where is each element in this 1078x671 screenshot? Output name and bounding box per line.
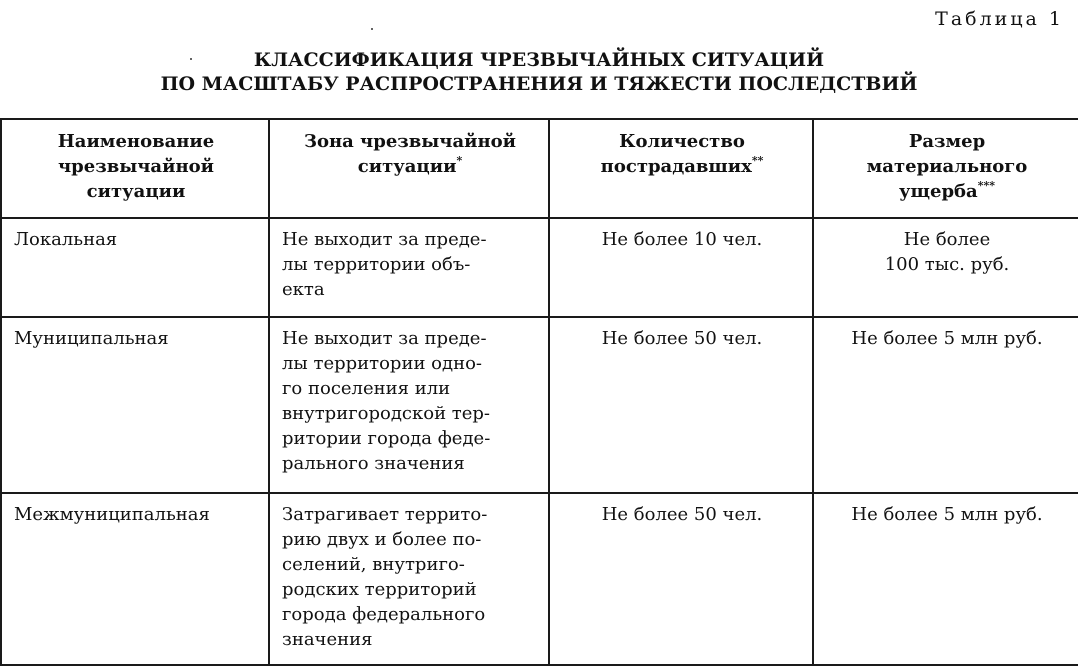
header-damage-line: материального — [866, 156, 1028, 177]
cell-victims — [549, 493, 813, 665]
cell-line: Не более 5 млн руб. — [851, 504, 1043, 525]
cell-line: значения — [282, 629, 373, 650]
cell-line: 100 тыс. руб. — [884, 254, 1010, 275]
cell-situation-name — [1, 493, 269, 665]
cell-line: го поселения или — [282, 378, 451, 399]
cell-situation-name — [1, 317, 269, 493]
classification-table — [0, 118, 1078, 666]
cell-line: лы территории объ- — [282, 254, 471, 275]
cell-line: Затрагивает террито- — [282, 504, 488, 525]
cell-line: Не более 10 чел. — [601, 229, 763, 250]
cell-line: рию двух и более по- — [282, 529, 482, 550]
cell-victims — [549, 317, 813, 493]
cell-line: лы территории одно- — [282, 353, 483, 374]
header-count — [549, 119, 813, 218]
table-row — [1, 317, 1078, 493]
title-line-1: КЛАССИФИКАЦИЯ ЧРЕЗВЫЧАЙНЫХ СИТУАЦИЙ — [253, 49, 825, 71]
cell-line: екта — [282, 279, 325, 300]
cell-situation-name — [1, 218, 269, 317]
cell-damage — [813, 317, 1078, 493]
header-name-line: ситуации — [86, 181, 186, 202]
header-row — [1, 119, 1078, 218]
header-zone — [269, 119, 549, 218]
scan-speck — [371, 28, 373, 30]
footnote-mark: ** — [751, 154, 764, 167]
header-count-line — [562, 154, 802, 179]
cell-damage — [813, 218, 1078, 317]
cell-line: рального значения — [282, 453, 465, 474]
cell-line: города федерального — [282, 604, 486, 625]
cell-victims — [549, 218, 813, 317]
table-title — [0, 48, 1078, 96]
cell-line: родских территорий — [282, 579, 477, 600]
cell-line: Локальная — [14, 229, 118, 250]
header-name-line: Наименование — [57, 131, 215, 152]
table-row — [1, 493, 1078, 665]
cell-line: ритории города феде- — [282, 428, 491, 449]
header-name — [1, 119, 269, 218]
cell-line: Не выходит за преде- — [282, 229, 487, 250]
cell-zone — [269, 317, 549, 493]
cell-line: Не более — [903, 229, 991, 250]
header-name-line: чрезвычайной — [58, 156, 214, 177]
footnote-mark: *** — [977, 179, 995, 192]
header-count-line: Количество — [619, 131, 745, 152]
cell-line: Не более 50 чел. — [601, 504, 763, 525]
cell-line: внутригородской тер- — [282, 403, 491, 424]
cell-line: селений, внутриго- — [282, 554, 465, 575]
header-damage-text: ущерба — [899, 181, 978, 202]
header-zone-line: Зона чрезвычайной — [303, 131, 517, 152]
cell-damage — [813, 493, 1078, 665]
cell-zone — [269, 218, 549, 317]
title-line-2: ПО МАСШТАБУ РАСПРОСТРАНЕНИЯ И ТЯЖЕСТИ ПОСЛЕДСТВИЙ — [160, 73, 918, 95]
header-damage-line: Размер — [908, 131, 986, 152]
cell-zone — [269, 493, 549, 665]
cell-line: Не более 5 млн руб. — [851, 328, 1043, 349]
cell-line: Не выходит за преде- — [282, 328, 487, 349]
header-damage-line — [826, 179, 1068, 204]
table-row — [1, 218, 1078, 317]
table-number-label: Таблица 1 — [935, 8, 1064, 30]
cell-line: Не более 50 чел. — [601, 328, 763, 349]
footnote-mark: * — [456, 154, 463, 167]
header-damage — [813, 119, 1078, 218]
header-count-text: пострадавших — [600, 156, 752, 177]
cell-line: Межмуниципальная — [14, 504, 210, 525]
header-zone-text: ситуации — [357, 156, 457, 177]
header-zone-line — [282, 154, 538, 179]
cell-line: Муниципальная — [14, 328, 169, 349]
